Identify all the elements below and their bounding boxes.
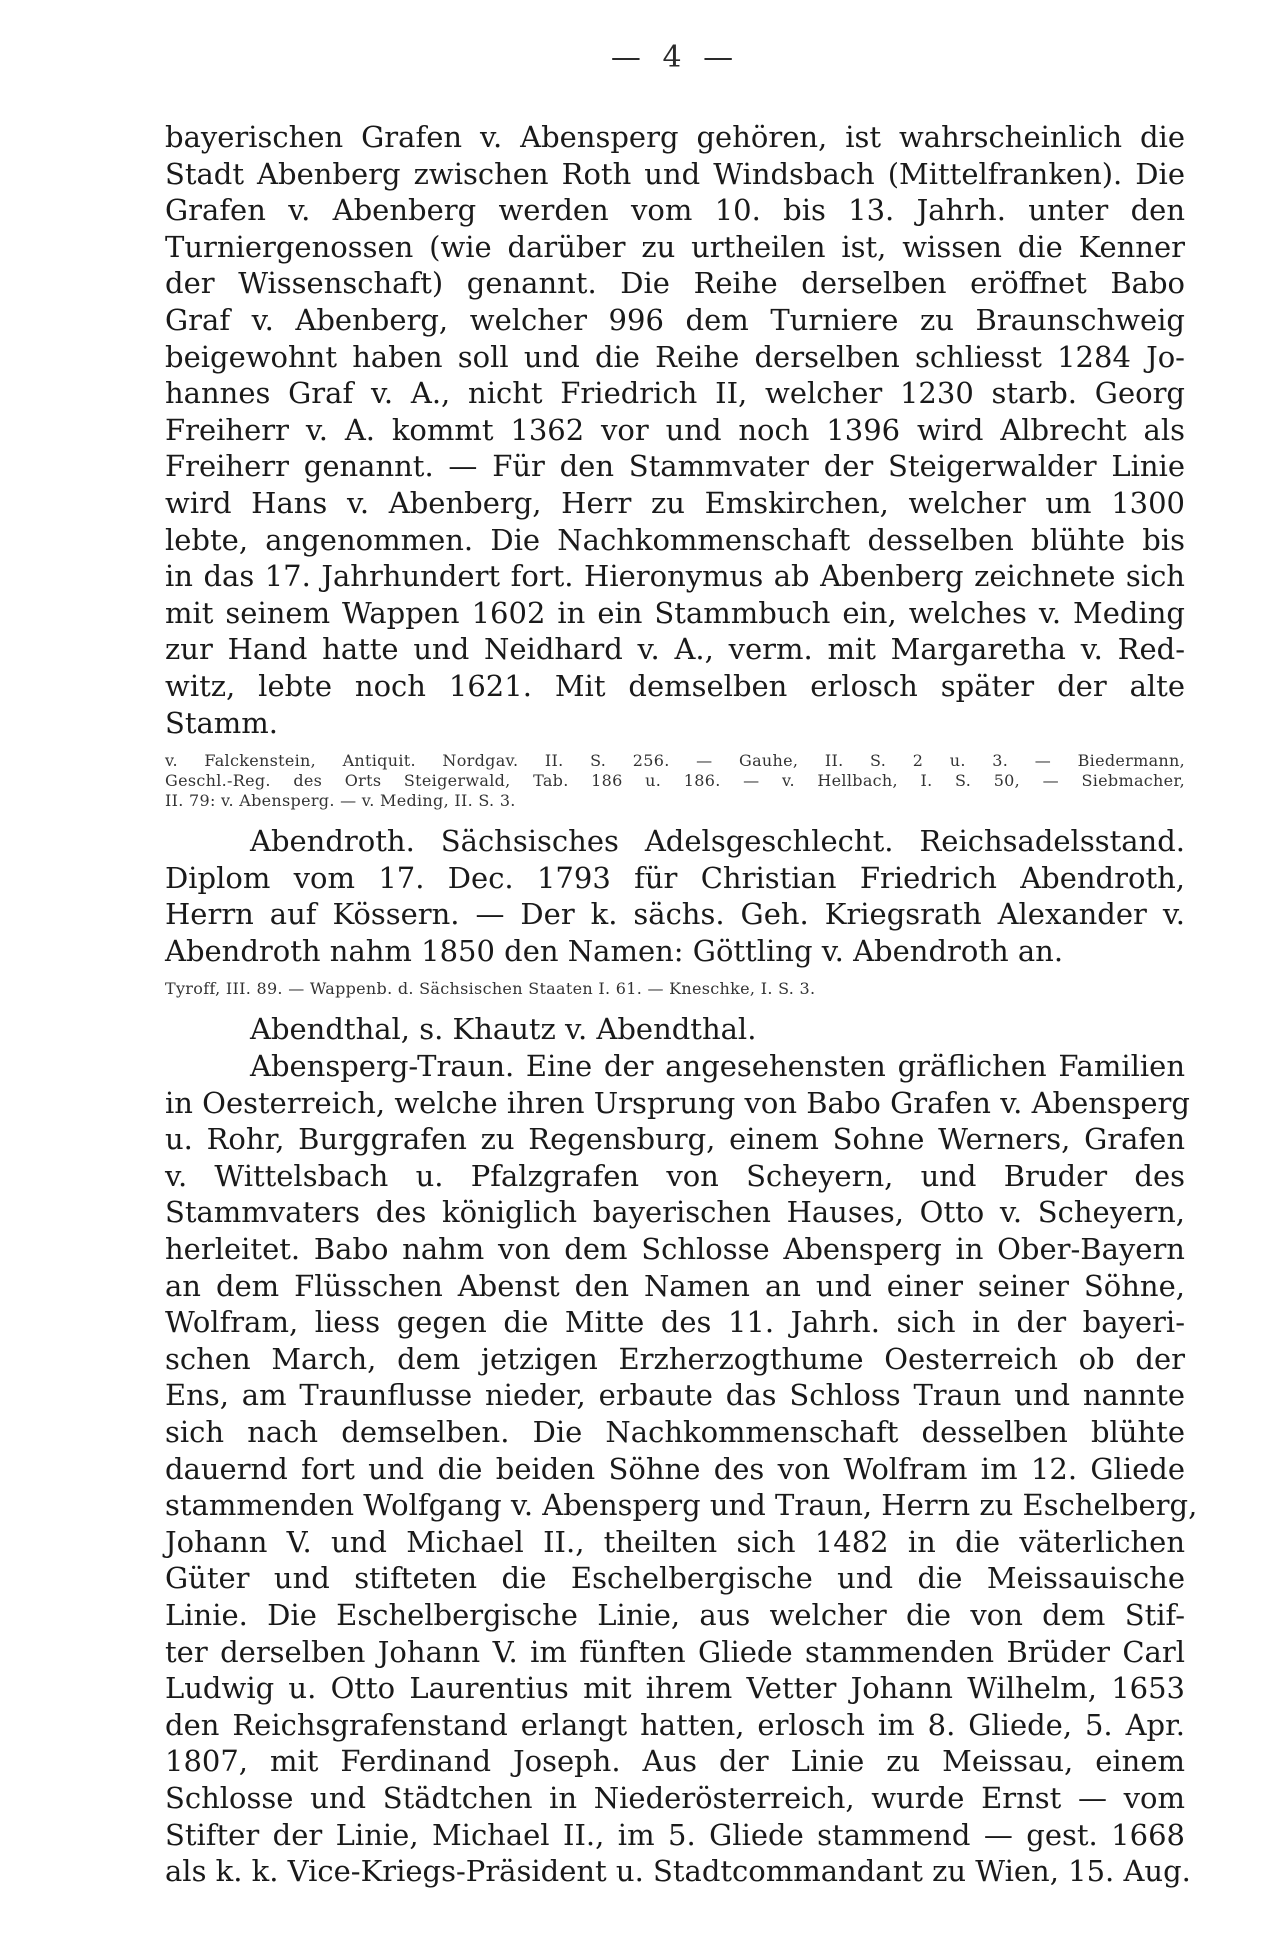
- entry-abendthal: [165, 1011, 1185, 1048]
- document-page: [165, 40, 1198, 1890]
- text-line: Grafen v. Abenberg werden vom 10. bis 13. Jahrh. unter den: [165, 193, 1185, 228]
- text-line: hannes Graf v. A., nicht Friedrich II, welcher 1230 starb. Georg: [165, 376, 1185, 411]
- reference-line: II. 79: v. Abensperg. — v. Meding, II. S. 3.: [165, 791, 516, 811]
- text-line: Herrn auf Kössern. — Der k. sächs. Geh. Kriegsrath Alexander v.: [165, 897, 1185, 932]
- text-line: der Wissenschaft) genannt. Die Reihe derselben eröffnet Babo: [165, 266, 1185, 301]
- text-line: bayerischen Grafen v. Abensperg gehören, ist wahrscheinlich die: [165, 120, 1185, 154]
- reference-line: Geschl.-Reg. des Orts Steigerwald, Tab. 186 u. 186. — v. Hellbach, I. S. 50, — Siebmacher,: [165, 771, 1185, 791]
- text-line: Güter und stifteten die Eschelbergische und die Meissauische: [165, 1561, 1185, 1596]
- text-line: v. Wittelsbach u. Pfalzgrafen von Scheyern, und Bruder des: [165, 1158, 1185, 1193]
- text-line: Schlosse und Städtchen in Niederösterreich, wurde Ernst — vom: [165, 1780, 1185, 1815]
- reference-line: v. Falckenstein, Antiquit. Nordgav. II. S. 256. — Gauhe, II. S. 2 u. 3. — Biedermann,: [165, 751, 1185, 771]
- text-line: in das 17. Jahrhundert fort. Hieronymus ab Abenberg zeichnete sich: [165, 559, 1185, 594]
- text-line: Freiherr v. A. kommt 1362 vor und noch 1396 wird Albrecht als: [165, 412, 1185, 447]
- text-line: schen March, dem jetzigen Erzherzogthume Oesterreich ob der: [165, 1341, 1185, 1376]
- text-line: Graf v. Abenberg, welcher 996 dem Turniere zu Braunschweig: [165, 302, 1185, 337]
- text-line: stammenden Wolfgang v. Abensperg und Traun, Herrn zu Eschelberg,: [165, 1488, 1198, 1523]
- text-line: Ens, am Traunflusse nieder, erbaute das Schloss Traun und nannte: [165, 1378, 1185, 1413]
- text-line: u. Rohr, Burggrafen zu Regensburg, einem Sohne Werners, Grafen: [165, 1122, 1185, 1157]
- text-line: Wolfram, liess gegen die Mitte des 11. Jahrh. sich in der bayeri-: [165, 1305, 1185, 1340]
- text-line: an dem Flüsschen Abenst den Namen an und einer seiner Söhne,: [165, 1268, 1185, 1303]
- text-line: Stadt Abenberg zwischen Roth und Windsbach (Mittelfranken). Die: [165, 156, 1185, 191]
- text-line: sich nach demselben. Die Nachkommenschaft desselben blühte: [165, 1415, 1185, 1449]
- text-line: als k. k. Vice-Kriegs-Präsident u. Stadtcommandant zu Wien, 15. Aug.: [165, 1854, 1191, 1889]
- text-line: Johann V. und Michael II., theilten sich 1482 in die väterlichen: [165, 1524, 1185, 1559]
- text-line: beigewohnt haben soll und die Reihe derselben schliesst 1284 Jo-: [165, 339, 1185, 374]
- reference-line: Tyroff, III. 89. — Wappenb. d. Sächsischen Staaten I. 61. — Kneschke, I. S. 3.: [165, 979, 816, 999]
- entry-abensperg-traun: [165, 1048, 1198, 1890]
- text-line: den Reichsgrafenstand erlangt hatten, erlosch im 8. Gliede, 5. Apr.: [165, 1707, 1185, 1742]
- text-line: dauernd fort und die beiden Söhne des von Wolfram im 12. Gliede: [165, 1451, 1185, 1486]
- entry-abendroth: [165, 823, 1185, 969]
- abendroth-references: [165, 979, 1185, 999]
- text-line: zur Hand hatte und Neidhard v. A., verm. mit Margaretha v. Red-: [165, 632, 1185, 667]
- page-number: — 4 —: [610, 40, 740, 75]
- text-line: Abendroth. Sächsisches Adelsgeschlecht. Reichsadelsstand.: [250, 824, 1185, 859]
- text-line: Diplom vom 17. Dec. 1793 für Christian Friedrich Abendroth,: [165, 860, 1185, 895]
- abenberg-references: [165, 751, 1185, 811]
- text-line: herleitet. Babo nahm von dem Schlosse Abensperg in Ober-Bayern: [165, 1232, 1185, 1267]
- text-line: lebte, angenommen. Die Nachkommenschaft desselben blühte bis: [165, 522, 1185, 557]
- text-line: Stammvaters des königlich bayerischen Hauses, Otto v. Scheyern,: [165, 1195, 1185, 1230]
- text-line: wird Hans v. Abenberg, Herr zu Emskirchen, welcher um 1300: [165, 485, 1185, 520]
- text-line: Abendroth nahm 1850 den Namen: Göttling v. Abendroth an.: [165, 933, 1064, 968]
- text-line: mit seinem Wappen 1602 in ein Stammbuch ein, welches v. Meding: [165, 595, 1185, 630]
- text-line: Stifter der Linie, Michael II., im 5. Gliede stammend — gest. 1668: [165, 1817, 1185, 1852]
- text-line: 1807, mit Ferdinand Joseph. Aus der Linie zu Meissau, einem: [165, 1744, 1185, 1779]
- text-line: Linie. Die Eschelbergische Linie, aus welcher die von dem Stif-: [165, 1597, 1185, 1632]
- text-line: Turniergenossen (wie darüber zu urtheilen ist, wissen die Kenner: [165, 229, 1185, 264]
- abenberg-continuation-paragraph: [165, 119, 1185, 741]
- text-line: Ludwig u. Otto Laurentius mit ihrem Vetter Johann Wilhelm, 1653: [165, 1671, 1185, 1706]
- text-line: Abendthal, s. Khautz v. Abendthal.: [250, 1012, 757, 1047]
- text-line: witz, lebte noch 1621. Mit demselben erlosch später der alte: [165, 668, 1185, 703]
- text-line: Abensperg-Traun. Eine der angesehensten gräflichen Familien: [250, 1049, 1185, 1084]
- text-line: ter derselben Johann V. im fünften Gliede stammenden Brüder Carl: [165, 1634, 1185, 1669]
- text-line: Stamm.: [165, 705, 279, 740]
- text-line: Freiherr genannt. — Für den Stammvater der Steigerwalder Linie: [165, 449, 1185, 484]
- text-line: in Oesterreich, welche ihren Ursprung von Babo Grafen v. Abensperg: [165, 1085, 1190, 1120]
